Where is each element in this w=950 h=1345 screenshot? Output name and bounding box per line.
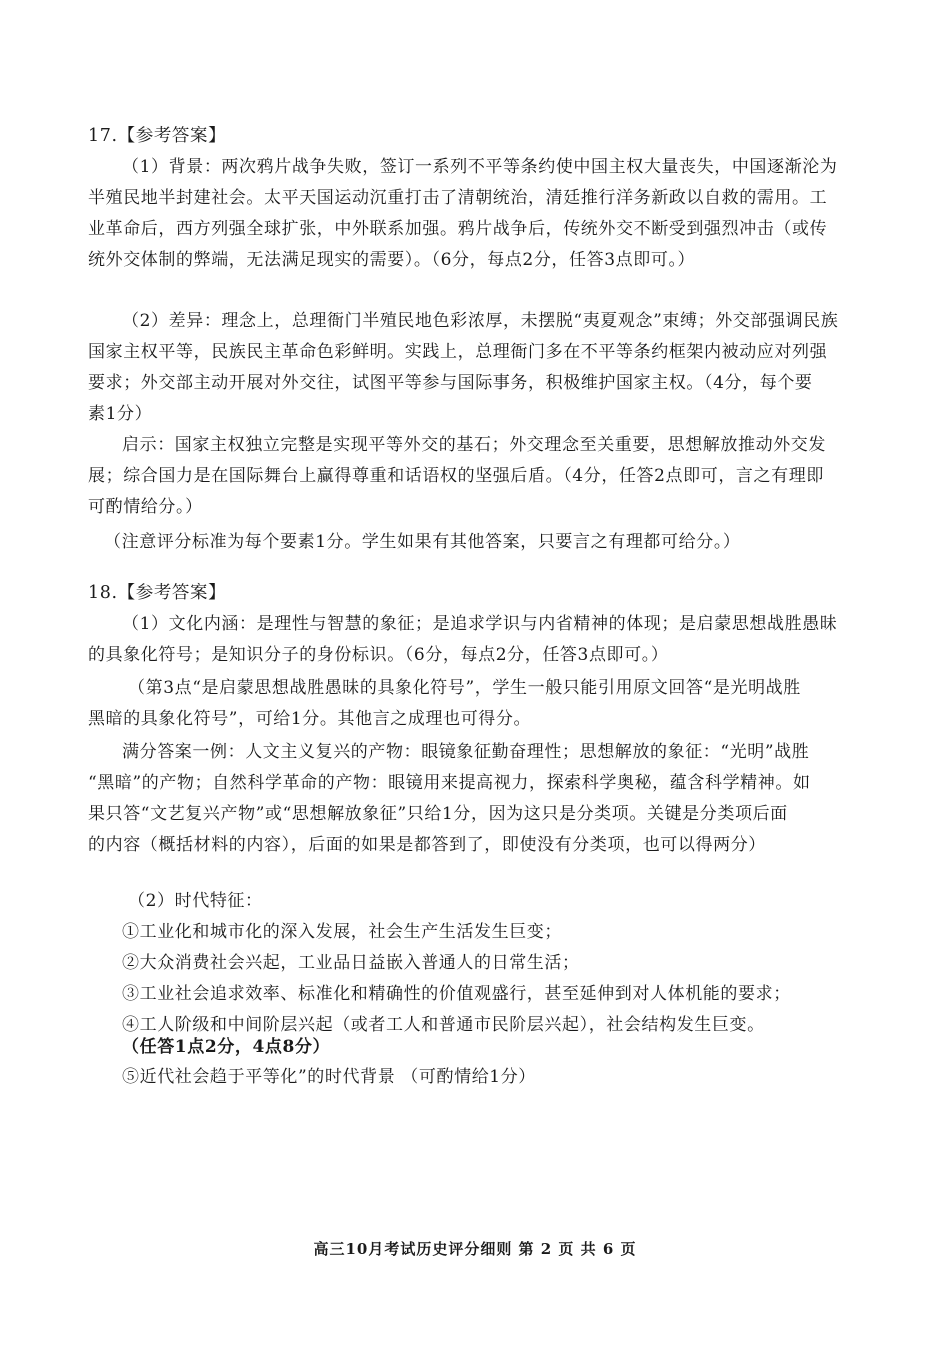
q18-full-example-line: 果只答“文艺复兴产物”或“思想解放象征”只给1分，因为这只是分类项。关键是分类项后面 (88, 804, 788, 824)
q18-item: ③工业社会追求效率、标准化和精确性的价值观盛行，甚至延伸到对人体机能的要求； (122, 984, 791, 1004)
q18-full-example-line: “黑暗”的产物；自然科学革命的产物：眼镜用来提高视力，探索科学奥秘，蕴含科学精神。如 (88, 773, 811, 793)
q18-part1-line: 的具象化符号；是知识分子的身份标识。（6分，每点2分，任答3点即可。） (88, 645, 669, 665)
q17-insight-line: 启示：国家主权独立完整是实现平等外交的基石；外交理念至关重要，思想解放推动外交发 (122, 435, 826, 455)
q18-part1-note-line: 黑暗的具象化符号”，可给1分。其他言之成理也可得分。 (88, 709, 532, 729)
q17-part1-line: 业革命后，西方列强全球扩张，中外联系加强。鸦片战争后，传统外交不断受到强烈冲击（或传 (88, 219, 828, 239)
q18-part2-heading: （2）时代特征： (128, 891, 263, 911)
q18-full-example-line: 的内容（概括材料的内容），后面的如果是都答到了，即使没有分类项，也可以得两分） (88, 835, 766, 855)
q18-scoring: （任答1点2分，4点8分） (122, 1037, 331, 1057)
q17-note: （注意评分标准为每个要素1分。学生如果有其他答案，只要言之有理都可给分。） (104, 532, 741, 552)
q17-part2-line: 国家主权平等，民族民主革命色彩鲜明。实践上，总理衙门多在不平等条约框架内被动应对列强 (88, 342, 828, 362)
q18-item: ②大众消费社会兴起，工业品日益嵌入普通人的日常生活； (122, 953, 580, 973)
q17-part2-line: 要求；外交部主动开展对外交往，试图平等参与国际事务，积极维护国家主权。（4分，每个要 (88, 373, 813, 393)
q18-item-5: ⑤近代社会趋于平等化”的时代背景 （可酌情给1分） (122, 1067, 536, 1087)
q17-insight-line: 展；综合国力是在国际舞台上赢得尊重和话语权的坚强后盾。（4分，任答2点即可，言之有理即 (88, 466, 824, 486)
q17-heading: 17.【参考答案】 (88, 126, 227, 146)
q17-insight-line: 可酌情给分。） (88, 497, 203, 517)
q17-part1-line: 半殖民地半封建社会。太平天国运动沉重打击了清朝统治，清廷推行洋务新政以自救的需用。工 (88, 188, 828, 208)
q17-part2-line: （2）差异：理念上，总理衙门半殖民地色彩浓厚，未摆脱“夷夏观念”束缚；外交部强调民族 (122, 311, 839, 331)
q17-part1-line: （1）背景：两次鸦片战争失败，签订一系列不平等条约使中国主权大量丧失，中国逐渐沦为 (122, 157, 838, 177)
q18-full-example-line: 满分答案一例：人文主义复兴的产物：眼镜象征勤奋理性；思想解放的象征：“光明”战胜 (122, 742, 810, 762)
q17-part2-line: 素1分） (88, 404, 153, 424)
page-footer: 高三10月考试历史评分细则 第 2 页 共 6 页 (313, 1240, 637, 1258)
q17-part1-line: 统外交体制的弊端，无法满足现实的需要）。（6分，每点2分，任答3点即可。） (88, 250, 696, 270)
q18-part1-line: （1）文化内涵：是理性与智慧的象征；是追求学识与内省精神的体现；是启蒙思想战胜愚昧 (122, 614, 838, 634)
q18-heading: 18.【参考答案】 (88, 583, 227, 603)
q18-part1-note-line: （第3点“是启蒙思想战胜愚昧的具象化符号”，学生一般只能引用原文回答“是光明战胜 (128, 678, 801, 698)
q18-item: ①工业化和城市化的深入发展，社会生产生活发生巨变； (122, 922, 562, 942)
q18-item: ④工人阶级和中间阶层兴起（或者工人和普通市民阶层兴起），社会结构发生巨变。 (122, 1015, 765, 1035)
